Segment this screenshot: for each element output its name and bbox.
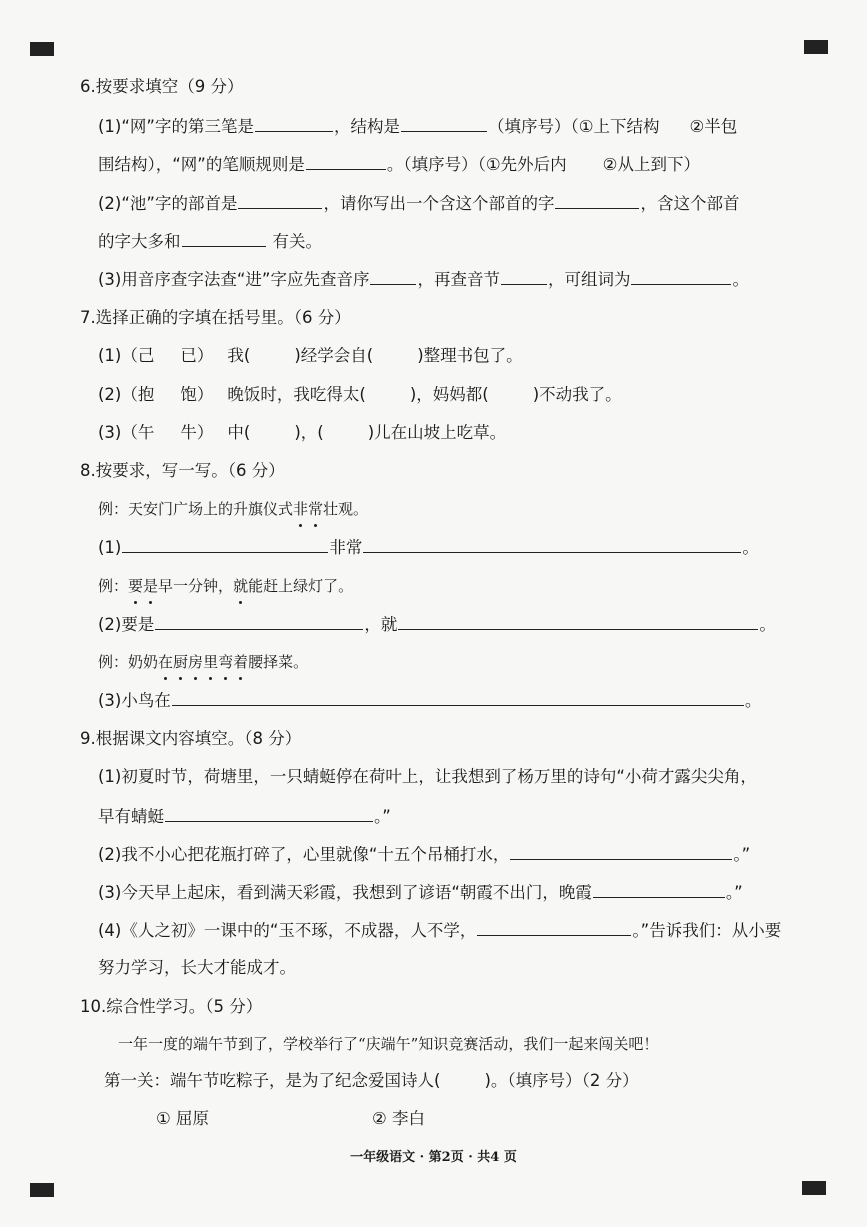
q6-line-1: (1)“网”字的第三笔是 ，结构是 （填序号）（①上下结构 ②半包 xyxy=(98,117,738,136)
registration-mark-bottom-left xyxy=(30,1183,54,1197)
q8-example-1: 例：天安门广场上的升旗仪式非常壮观。 xyxy=(98,500,369,518)
blank-answer-2b[interactable] xyxy=(398,613,758,630)
blank-radical-meaning[interactable] xyxy=(182,230,266,247)
q6-line-5: (3)用音序查字法查“进”字应先查音序 ，再查音节 ，可组词为 。 xyxy=(98,270,749,289)
q9-line-5: (4)《人之初》一课中的“玉不琢，不成器，人不学， 。”告诉我们：从小要 xyxy=(98,921,782,940)
blank-poem[interactable] xyxy=(165,805,373,822)
blank-proverb[interactable] xyxy=(593,881,725,898)
q8-answer-2: (2)要是 ，就 。 xyxy=(98,615,776,634)
registration-mark-top-right xyxy=(804,40,828,54)
q8-example-3: 例：奶奶在厨房里弯着腰择菜。 xyxy=(98,653,309,671)
blank-stroke-rule[interactable] xyxy=(306,153,386,170)
q6-line-3: (2)“池”字的部首是 ，请你写出一个含这个部首的字 ，含这个部首 xyxy=(98,194,740,213)
registration-mark-top-left xyxy=(30,42,54,56)
blank-answer-1b[interactable] xyxy=(363,536,741,553)
blank-initial[interactable] xyxy=(370,268,416,285)
q9-line-1: (1)初夏时节，荷塘里，一只蜻蜓停在荷叶上，让我想到了杨万里的诗句“小荷才露尖尖角， xyxy=(98,767,757,786)
blank-classic[interactable] xyxy=(477,919,631,936)
q9-title: 9.根据课文内容填空。（8 分） xyxy=(80,729,302,748)
page-footer: 一年级语文 · 第2页 · 共4 页 xyxy=(350,1150,517,1165)
q10-option-2: ② 李白 xyxy=(372,1109,426,1128)
q7-row-1: (1)（己 已） 我( )经学会自( )整理书包了。 xyxy=(98,346,523,365)
q7-row-2: (2)（抱 饱） 晚饭时，我吃得太( )，妈妈都( )不动我了。 xyxy=(98,385,622,404)
q9-line-6: 努力学习，长大才能成才。 xyxy=(98,958,296,977)
blank-answer-2a[interactable] xyxy=(155,613,363,630)
q7-row-3: (3)（午 牛） 中( )，( )儿在山坡上吃草。 xyxy=(98,423,507,442)
q6-line-4: 的字大多和 有关。 xyxy=(98,232,322,251)
blank-word[interactable] xyxy=(631,268,731,285)
blank-syllable[interactable] xyxy=(501,268,547,285)
q7-title: 7.选择正确的字填在括号里。（6 分） xyxy=(80,308,351,327)
q8-title: 8.按要求，写一写。（6 分） xyxy=(80,461,285,480)
q10-title: 10.综合性学习。（5 分） xyxy=(80,997,263,1016)
blank-radical-word[interactable] xyxy=(555,192,639,209)
blank-answer-3[interactable] xyxy=(172,689,744,706)
q8-answer-3: (3)小鸟在 。 xyxy=(98,691,762,710)
blank-structure[interactable] xyxy=(401,115,487,132)
q10-stage-1: 第一关：端午节吃粽子，是为了纪念爱国诗人( )。（填序号）（2 分） xyxy=(104,1071,639,1090)
q9-line-4: (3)今天早上起床，看到满天彩霞，我想到了谚语“朝霞不出门，晚霞 。” xyxy=(98,883,743,902)
blank-radical[interactable] xyxy=(238,192,322,209)
q6-line-2: 围结构），“网”的笔顺规则是 。（填序号）（①先外后内 ②从上到下） xyxy=(98,155,700,174)
q6-title: 6.按要求填空（9 分） xyxy=(80,77,244,96)
blank-third-stroke[interactable] xyxy=(255,115,333,132)
blank-idiom[interactable] xyxy=(510,843,732,860)
q8-example-2: 例：要是早一分钟，就能赶上绿灯了。 xyxy=(98,577,354,595)
blank-answer-1a[interactable] xyxy=(122,536,328,553)
q10-intro: 一年一度的端午节到了，学校举行了“庆端午”知识竞赛活动，我们一起来闯关吧！ xyxy=(118,1035,659,1053)
q9-line-2: 早有蜻蜓 。” xyxy=(98,807,391,826)
q8-answer-1: (1) 非常 。 xyxy=(98,538,759,557)
registration-mark-bottom-right xyxy=(802,1181,826,1195)
q9-line-3: (2)我不小心把花瓶打碎了，心里就像“十五个吊桶打水， 。” xyxy=(98,845,751,864)
q10-option-1: ① 屈原 xyxy=(156,1109,210,1128)
